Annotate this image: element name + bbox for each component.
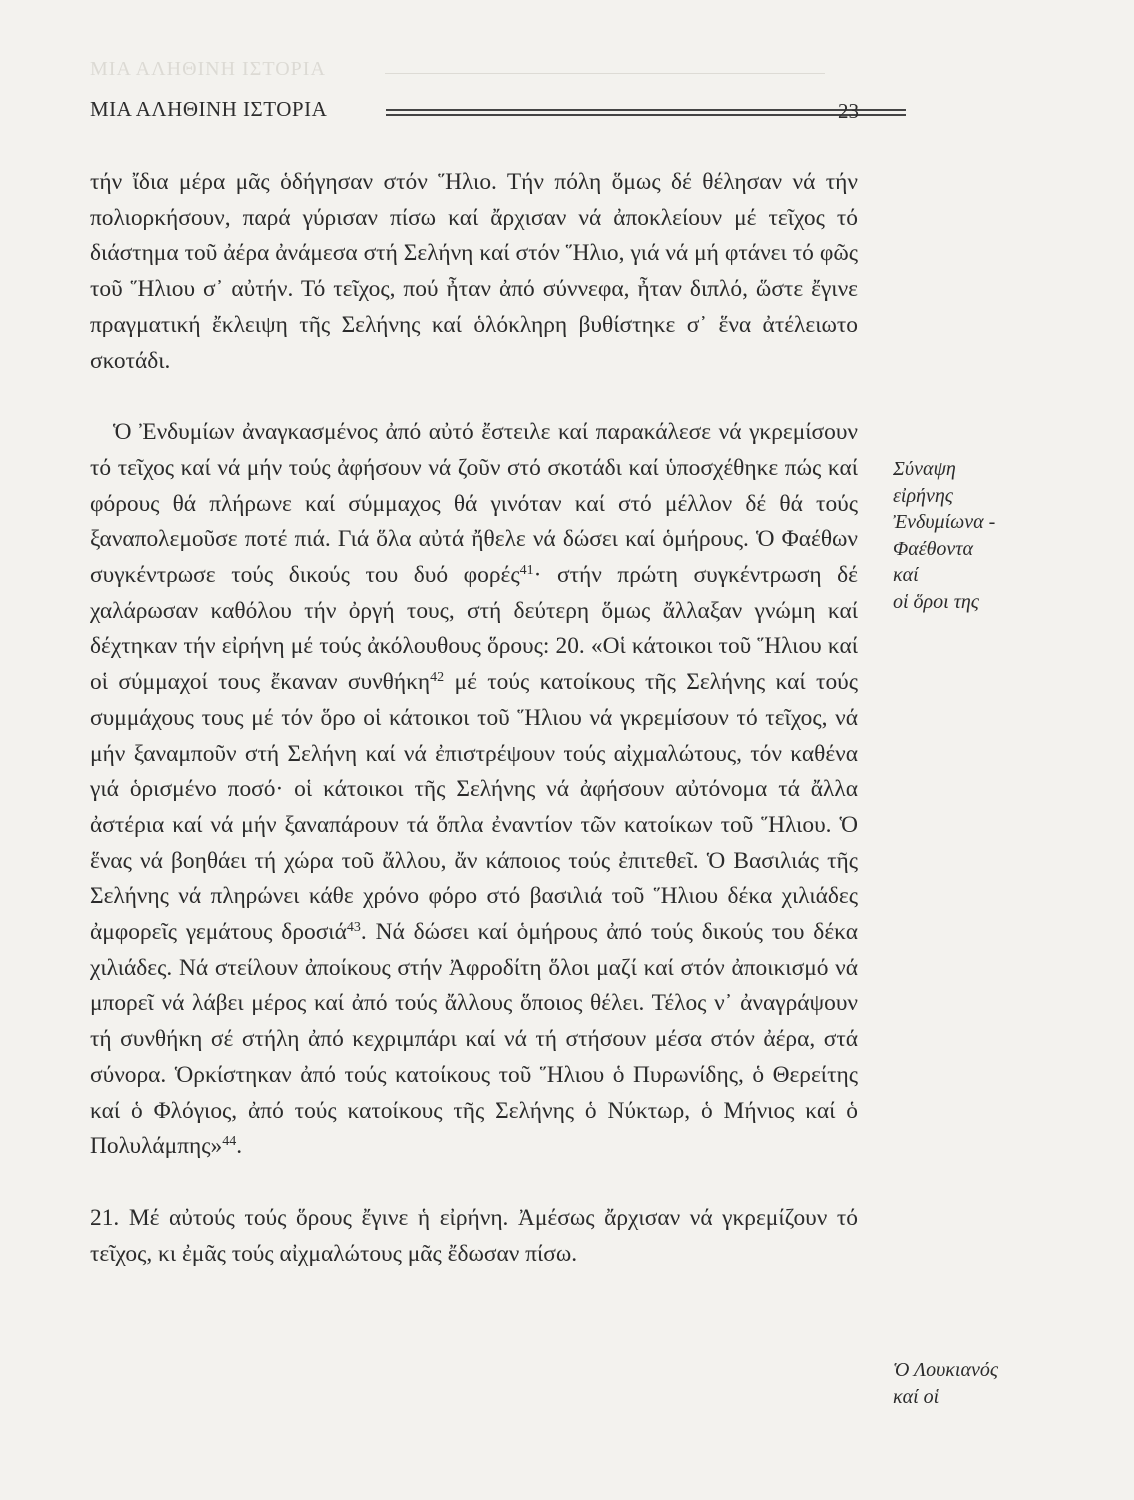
margin-note-line: Φαέθοντα bbox=[893, 537, 973, 560]
paragraph-2-part-b: · στήν πρώτη συγκέντρωση δέ χαλάρωσαν καθόλου τήν ὀργή τους, στή δεύτερη ὅμως ἄλλαξαν γνώμη καί δέχτηκαν τήν εἰρήνη μέ τούς ἀκόλουθους ὅρους: 20. «Οἱ κάτοικοι τοῦ Ἥλιου καί οἱ σύμμαχοί τους ἔκαναν συνθήκη bbox=[90, 562, 858, 696]
bleed-through-rule bbox=[385, 73, 825, 74]
margin-note-line: εἰρήνης bbox=[893, 484, 953, 507]
running-header bbox=[90, 97, 880, 127]
page-number: 23 bbox=[838, 99, 859, 123]
margin-note-line: οἱ ὅροι της bbox=[893, 590, 979, 613]
margin-note-peace-treaty bbox=[893, 456, 1093, 615]
footnote-ref-41[interactable]: 41 bbox=[519, 563, 534, 579]
margin-note-line: Ὁ Λουκιανός bbox=[893, 1359, 998, 1381]
margin-note-line: καί bbox=[893, 564, 919, 586]
footnote-ref-42[interactable]: 42 bbox=[430, 670, 445, 686]
paragraph-2-part-d: . Νά δώσει καί ὁμήρους ἀπό τούς δικούς του δέκα χιλιάδες. Νά στείλουν ἀποίκους στήν Ἀφροδίτη ὅλοι μαζί καί στόν ἀποικισμό νά μπορεῖ νά λάβει μέρος καί ἀπό τούς ἄλλους ὅποιος θέλει. Τέλος ν᾿ ἀναγράψουν τή συνθήκη σέ στήλη ἀπό κεχριμπάρι καί νά τή στήσουν μέσα στόν ἀέρα, στά σύνορα. Ὁρκίστηκαν ἀπό τούς κατοίκους τοῦ Ἥλιου ὁ Πυρωνίδης, ὁ Θερείτης καί ὁ Φλόγιος, ἀπό τούς κατοίκους τῆς Σελήνης ὁ Νύκτωρ, ὁ Μήνιος καί ὁ Πολυλάμπης» bbox=[90, 919, 858, 1160]
margin-note-line: Σύναψη bbox=[893, 458, 956, 480]
margin-note-lucian bbox=[893, 1357, 1093, 1410]
paragraph-2-part-e: . bbox=[236, 1133, 243, 1160]
margin-note-line: Ἐνδυμίωνα - bbox=[893, 511, 996, 533]
footnote-ref-43[interactable]: 43 bbox=[346, 920, 361, 936]
header-rule-top bbox=[386, 109, 906, 111]
main-text bbox=[90, 165, 858, 1272]
paragraph-2-part-c: μέ τούς κατοίκους τῆς Σελήνης καί τούς συμμάχους τους μέ τόν ὅρο οἱ κάτοικοι τοῦ Ἥλιου νά γκρεμίσουν τό τεῖχος, νά μήν ξαναμποῦν στή Σελήνη καί νά ἐπιστρέψουν τούς αἰχμαλώτους, τόν καθένα γιά ὁρισμένο ποσό· οἱ κάτοικοι τῆς Σελήνης νά ἀφήσουν αὐτόνομα τά ἄλλα ἀστέρια καί νά μήν ξαναπάρουν τά ὅπλα ἐναντίον τῶν κατοίκων τοῦ Ἥλιου. Ὁ ἕνας νά βοηθάει τή χώρα τοῦ ἄλλου, ἄν κάποιος τούς ἐπιτεθεῖ. Ὁ Βασιλιάς τῆς Σελήνης νά πληρώνει κάθε χρόνο φόρο στό βασιλιά τοῦ Ἥλιου δέκα χιλιάδες ἀμφορεῖς γεμάτους δροσιά bbox=[90, 669, 858, 946]
running-title: ΜΙΑ ΑΛΗΘΙΝΗ ΙΣΤΟΡΙΑ bbox=[90, 97, 328, 121]
margin-note-line: καί οἱ bbox=[893, 1385, 940, 1408]
paragraph-2-part-a: Ὁ Ἐνδυμίων ἀναγκασμένος ἀπό αὐτό ἔστειλε καί παρακάλεσε νά γκρεμίσουν τό τεῖχος καί νά μήν τούς ἀφήσουν νά ζοῦν στό σκοτάδι καί ὑποσχέθηκε πώς καί φόρους θά πλήρωνε καί σύμμαχος θά γινόταν καί στό μέλλον δέ θά τούς ξαναπολεμοῦσε ποτέ πιά. Γιά ὅλα αὐτά ἤθελε νά δώσει καί ὁμήρους. Ὁ Φαέθων συγκέντρωσε τούς δικούς του δυό φορές bbox=[90, 419, 858, 589]
bleed-through-title: ΜΙΑ ΑΛΗΘΙΝΗ ΙΣΤΟΡΙΑ bbox=[90, 58, 326, 80]
footnote-ref-44[interactable]: 44 bbox=[222, 1134, 237, 1150]
paragraph-2 bbox=[90, 415, 858, 1165]
paragraph-1: τήν ἴδια μέρα μᾶς ὁδήγησαν στόν Ἥλιο. Τήν πόλη ὅμως δέ θέλησαν νά τήν πολιορκήσουν, παρά γύρισαν πίσω καί ἄρχισαν νά ἀποκλείουν μέ τεῖχος τό διάστημα τοῦ ἀέρα ἀνάμεσα στή Σελήνη καί στόν Ἥλιο, γιά νά μή φτάνει τό φῶς τοῦ Ἥλιου σ᾿ αὐτήν. Τό τεῖχος, πού ἦταν ἀπό σύννεφα, ἦταν διπλό, ὥστε ἔγινε πραγματική ἔκλειψη τῆς Σελήνης καί ὁλόκληρη βυθίστηκε σ᾿ ἕνα ἀτέλειωτο σκοτάδι. bbox=[90, 169, 858, 374]
header-rule-bottom bbox=[386, 114, 906, 116]
paragraph-3: 21. Μέ αὐτούς τούς ὅρους ἔγινε ἡ εἰρήνη. Ἀμέσως ἄρχισαν νά γκρεμίζουν τό τεῖχος, κι ἐμᾶς τούς αἰχμαλώτους μᾶς ἔδωσαν πίσω. bbox=[90, 1204, 858, 1267]
